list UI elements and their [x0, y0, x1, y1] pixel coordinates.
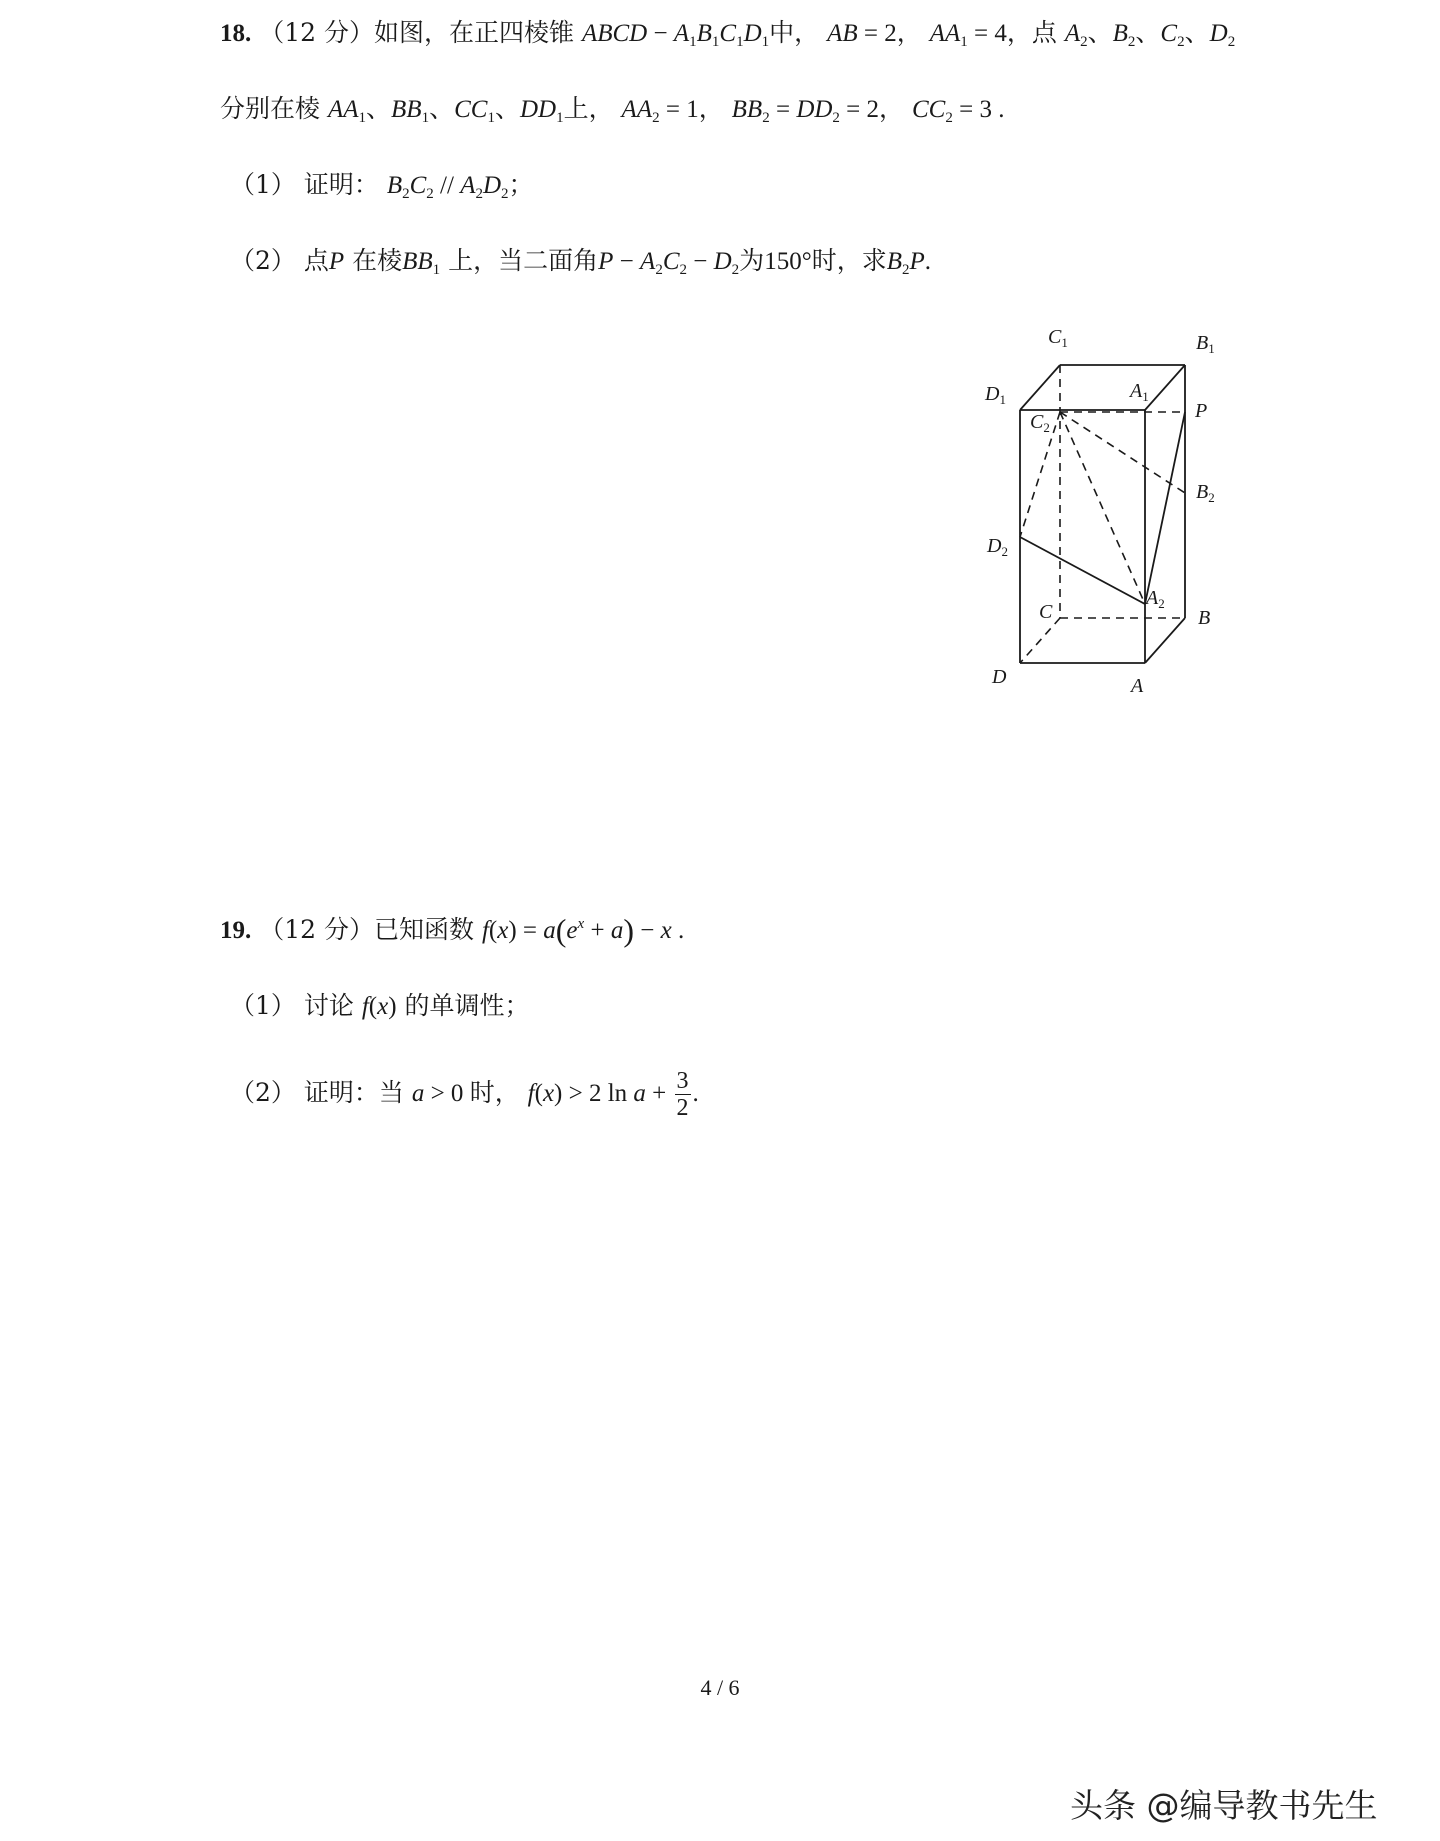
q19-part1-pre: 讨论: [303, 991, 354, 1020]
q18-points: $A_2$: [1064, 20, 1088, 50]
edge-ab: [1145, 618, 1185, 663]
watermark: 头条 @编导教书先生: [1070, 1786, 1378, 1825]
q18-part2-text-e: 时，求: [811, 246, 887, 275]
label-d: D: [992, 666, 1007, 688]
q18-part1-text: 证明：: [303, 170, 379, 199]
q18-line-1: 18. （12 分）如图，在正四棱锥 ABCD − $A_1B_1C_1D_1$中， AB = 2， $AA_1 = 4$，点 $A_2$、$B_2$、$C_2$、$D_2$: [220, 18, 1236, 50]
q19-part1-label: （1）: [230, 991, 296, 1020]
page-number: 4 / 6: [700, 1675, 740, 1700]
label-d2: $D_2$: [987, 535, 1008, 559]
q18-number: 18.: [220, 20, 252, 47]
label-b1: $B_1$: [1196, 332, 1215, 356]
q19-part1-post: 的单调性；: [404, 991, 530, 1020]
edge-d2a2: [1020, 537, 1145, 604]
q18-cc2: $CC_2$: [911, 96, 953, 126]
q18-part1-label: （1）: [230, 170, 296, 199]
label-p: P: [1195, 400, 1208, 422]
q18-score: （12 分）: [259, 18, 374, 47]
q19-intro: 已知函数: [373, 915, 474, 944]
prism-figure: [970, 315, 1240, 705]
q18-part1-expr: $B_2C_2$: [386, 172, 434, 202]
q19-number: 19.: [220, 917, 252, 944]
q18-line2-mid: 上，: [563, 94, 614, 123]
q19-func: f: [481, 917, 489, 944]
q19-part-1: （1） 讨论 f(x) 的单调性；: [230, 991, 530, 1020]
frac-denominator: 2: [676, 1095, 689, 1121]
q19-part2-mid: 时，: [469, 1078, 520, 1107]
label-c1: $C_1$: [1048, 326, 1068, 350]
q18-part2-end: .: [924, 248, 932, 275]
q18-bb2dd2: $BB_2$: [731, 96, 770, 126]
q18-part-1: （1） 证明： $B_2C_2 // A_2D_2$；: [230, 170, 534, 202]
q19-fraction: [675, 1068, 691, 1121]
label-b2: $B_2$: [1196, 481, 1215, 505]
q18-ab: AB: [827, 20, 858, 47]
edge-cd-hidden: [1020, 618, 1060, 663]
q19-cond: a: [411, 1080, 425, 1107]
q19-score: （12 分）: [259, 915, 374, 944]
q18-part2-angle: 150°: [764, 248, 812, 275]
q18-mid: 中，: [769, 18, 820, 47]
frac-numerator: 3: [676, 1068, 689, 1094]
q18-part2-label: （2）: [230, 246, 296, 275]
q18-part2-text-d: 为: [739, 246, 765, 275]
q18-line2-pre: 分别在棱: [220, 94, 321, 123]
edge-b1a1: [1145, 365, 1185, 410]
q18-part2-text-a: 点: [303, 246, 329, 275]
edge-d1c1: [1020, 365, 1060, 410]
q18-aa2: $AA_2$: [621, 96, 660, 126]
q19-line-1: 19. （12 分）已知函数 $f(x) = a(e^x + a) - x$ .: [220, 912, 685, 948]
label-c2: $C_2$: [1030, 411, 1050, 435]
q18-intro: 如图，在正四棱锥: [373, 18, 574, 47]
q18-part-2: （2） 点P 在棱$BB_1$ 上，当二面角$P - A_2C_2 - D_2$为150°时，求$B_2P$.: [230, 246, 932, 278]
q18-aa1: $AA_1$: [929, 20, 968, 50]
label-d1: $D_1$: [985, 383, 1006, 407]
q18-part2-text-b: 在棱: [352, 246, 403, 275]
q19-part-2: （2） 证明：当 a > 0 时， f(x) > 2 ln a + $\frac{3}{2}$ .: [230, 1068, 699, 1121]
label-b: B: [1198, 607, 1211, 629]
q19-part2-pre: 证明：当: [303, 1078, 404, 1107]
label-a2: $A_2$: [1146, 587, 1165, 611]
edge-a2p: [1145, 412, 1185, 604]
q18-part2-text-c: 上，当二面角: [448, 246, 599, 275]
q18-prism: ABCD: [581, 20, 648, 47]
label-c: C: [1039, 601, 1053, 623]
q18-edges: $AA_1$: [327, 96, 367, 126]
q18-line-2: 分别在棱 $AA_1$、$BB_1$、$CC_1$、$DD_1$上， $AA_2 = 1$， $BB_2 = DD_2 = 2$， $CC_2 = 3$ .: [220, 94, 1005, 126]
edge-c2a2-hidden: [1060, 412, 1145, 604]
q19-part2-label: （2）: [230, 1078, 296, 1107]
label-a: A: [1131, 675, 1144, 697]
label-a1: $A_1$: [1130, 380, 1149, 404]
